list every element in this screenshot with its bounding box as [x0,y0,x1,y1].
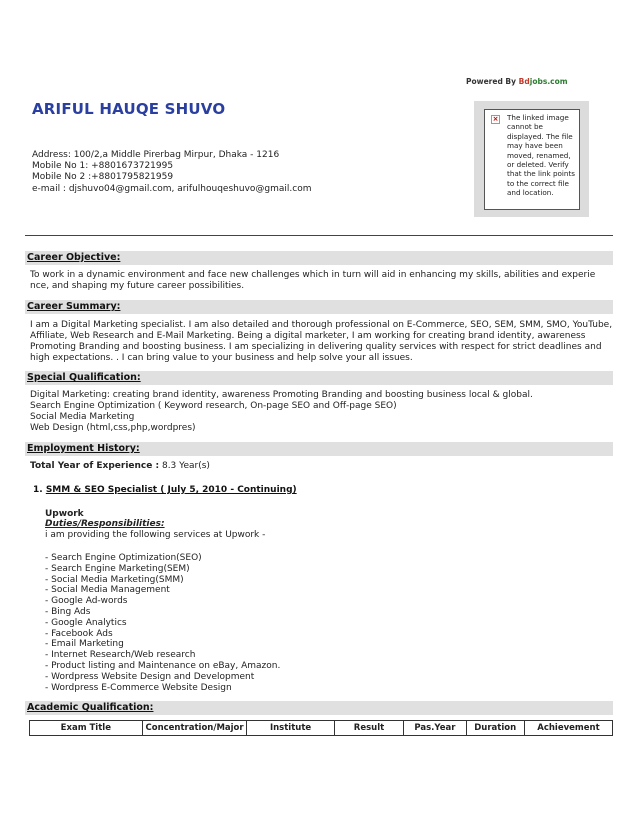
column-header-duration: Duration [466,721,524,736]
special-qualification-item: Social Media Marketing [30,412,135,422]
column-header-result: Result [334,721,404,736]
photo-error-text: The linked image cannot be displayed. The file may have been moved, renamed, or deleted. Verify that the link points to the correct file and location. [507,113,576,198]
company-name: Upwork [45,509,84,519]
duty-item: - Bing Ads [45,606,91,617]
table-header-row [30,721,613,736]
brand-bd: Bd [518,77,530,86]
job-entry-title [33,485,297,495]
broken-image-icon: × [492,115,499,123]
duties-intro: i am providing the following services at Upwork - [45,530,266,540]
duty-item: - Google Analytics [45,617,127,628]
academic-table [29,720,613,736]
duty-item: - Social Media Marketing(SMM) [45,574,184,585]
special-qualification-item: Web Design (html,css,php,wordpres) [30,423,196,433]
column-header-exam-title: Exam Title [30,721,143,736]
special-qualification-item: Search Engine Optimization ( Keyword research, On-page SEO and Off-page SEO) [30,401,397,411]
column-header-institute: Institute [247,721,334,736]
candidate-name: ARIFUL HAUQE SHUVO [32,100,226,118]
job-number: 1. [33,485,43,495]
address-line: Address: 100/2,a Middle Pirerbag Mirpur, Dhaka - 1216 [32,150,280,160]
job-position: SMM & SEO Specialist ( July 5, 2010 - Continuing) [45,485,297,495]
duties-list [45,553,280,693]
career-objective-title: Career Objective: [27,252,121,263]
total-experience [30,461,614,472]
column-header-pas-year: Pas.Year [404,721,466,736]
duty-item: - Facebook Ads [45,628,113,639]
mobile-1-line: Mobile No 1: +8801673721995 [32,161,174,172]
career-summary-text: I am a Digital Marketing specialist. I am also detailed and thorough professional on E-Commerce, SEO, SEM, SMM, SMO, YouTube, Affiliate, Web Research and E-Mail Marketing. Being a digital marketer, I am working for creating brand identity, awareness Promoting Branding and boosting business. I am specializing in delivering quality services with respect for strict deadlines and high expectations. . I can bring value to your business and help solve your all issues. [30,320,613,363]
powered-by-prefix: Powered By [466,77,519,86]
academic-qualification-title: Academic Qualification: [27,702,154,713]
special-qualification-title: Special Qualification: [27,372,141,383]
total-experience-value: 8.3 Year(s) [159,461,210,471]
career-objective-text: To work in a dynamic environment and face new challenges which in turn will aid in enhancing my skills, abilities and experie nce, and shaping my future career possibilities. [30,270,596,291]
email-line: e-mail : djshuvo04@gmail.com, arifulhouqeshuvo@gmail.com [32,183,312,194]
total-experience-label: Total Year of Experience : [30,461,160,471]
duty-item: - Product listing and Maintenance on eBay, Amazon. [45,660,281,671]
duty-item: - Wordpress Website Design and Development [45,671,255,682]
mobile-2-line: Mobile No 2 :+8801795821959 [32,172,174,183]
special-qualification-item: Digital Marketing: creating brand identity, awareness Promoting Branding and boosting business local & global. [30,390,533,400]
career-summary-title: Career Summary: [27,301,121,312]
duty-item: - Internet Research/Web research [45,650,196,661]
duty-item: - Search Engine Optimization(SEO) [45,553,202,563]
header-divider [25,235,613,236]
contact-block [32,150,311,195]
special-qualification-list [30,390,614,434]
duties-label: Duties/Responsibilities: [45,519,165,529]
duty-item: - Email Marketing [45,639,124,650]
duty-item: - Wordpress E-Commerce Website Design [45,682,232,693]
duty-item: - Social Media Management [45,585,170,596]
duty-item: - Google Ad-words [45,596,128,607]
duty-item: - Search Engine Marketing(SEM) [45,563,190,574]
column-header-concentration: Concentration/Major [142,721,247,736]
employment-history-title: Employment History: [27,443,140,454]
brand-com: .com [547,77,568,86]
powered-by-label [466,77,568,86]
column-header-achievement: Achievement [524,721,612,736]
brand-jobs: jobs [529,77,548,86]
